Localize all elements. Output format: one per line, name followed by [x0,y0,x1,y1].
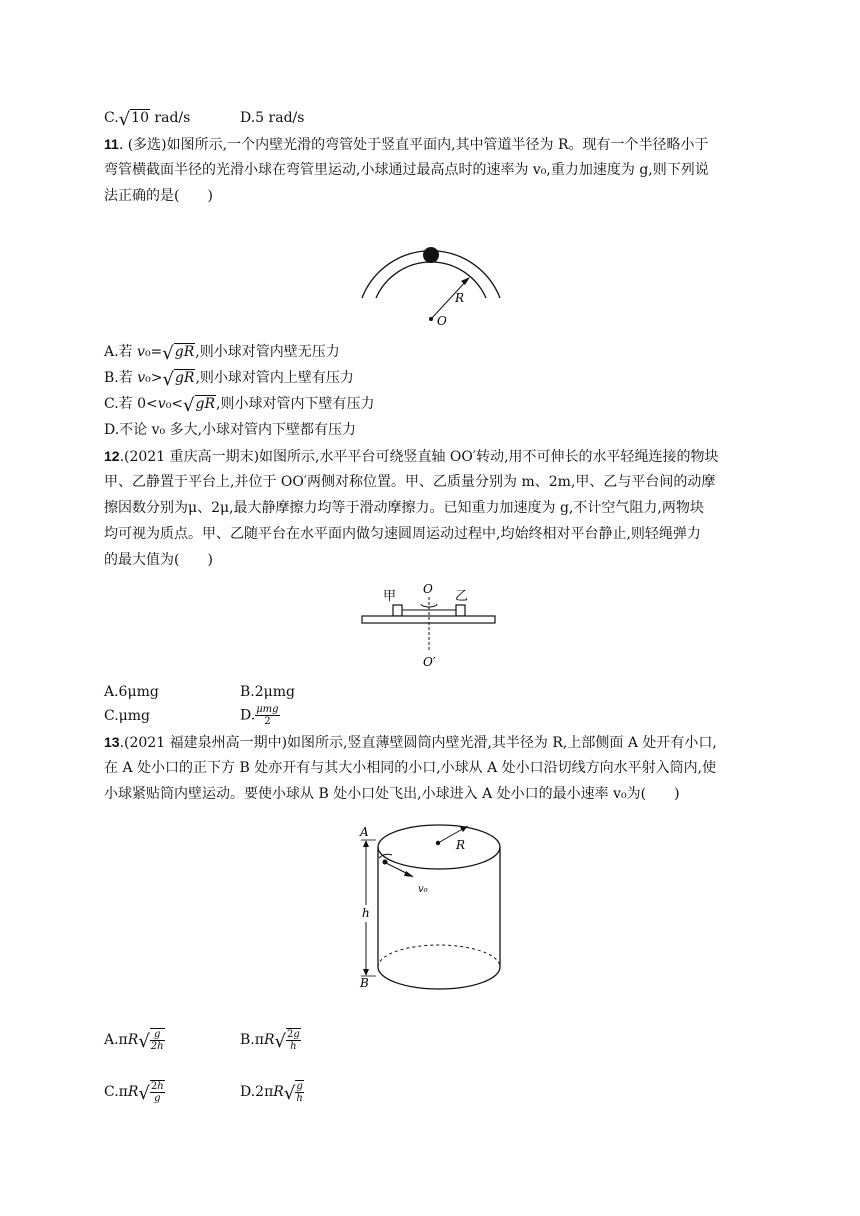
q10-option-d: D.5 rad/s [240,110,305,126]
q11-bent-tube-figure [355,238,515,338]
q13-label-a: A [360,825,369,839]
q13-velocity-arrowhead [404,871,414,877]
q12-label-o-bottom: O′ [423,655,436,669]
q11-tag: . (多选) [118,137,167,153]
q12-stem-line4: 均可视为质点。甲、乙随平台在水平面内做匀速圆周运动过程中,均始终相对平台静止,则轻绳弹力 [104,526,701,542]
q11-option-a: A.若 v₀=√gR,则小球对管内壁无压力 [104,343,340,364]
q12-stem-line1: 12.(2021 重庆高一期末)如图所示,水平平台可绕竖直轴 OO′转动,用不可伸长的水平轻绳连接的物块 [104,448,719,465]
q13-cylinder-top-rim [378,825,500,869]
q11-label-o: O [437,314,447,328]
q11-option-d: D.不论 v₀ 多大,小球对管内下壁都有压力 [104,422,357,438]
q13-radius-arrowhead [460,826,468,832]
q13-label-h: h [362,906,370,920]
q12-option-c: C.μmg [104,708,150,724]
q11-stem-line3: 法正确的是( ) [104,188,213,204]
q11-option-b: B.若 v₀>√gR,则小球对管内上壁有压力 [104,369,354,390]
q13-option-c: C.πR√ $\frac{2h}{g}$ [104,1081,164,1104]
q13-option-b: B.πR√ $\frac{2g}{h}$ [240,1029,300,1052]
q11-label-r: R [455,291,465,305]
q13-option-a: A.πR√ $\frac{g}{2h}$ [104,1029,164,1052]
q13-stem-line3: 小球紧贴筒内壁运动。要使小球从 B 处小口处飞出,小球进入 A 处小口的最小速率 v₀为( ) [104,786,680,802]
q12-tag: .(2021 重庆高一期末) [119,449,260,465]
q12-number: 12 [104,448,120,464]
q13-cylinder-bottom-back [378,945,500,967]
q13-label-b: B [360,976,369,990]
q12-label-yi: 乙 [455,589,469,604]
q11-radius-arrowhead [461,277,470,285]
q11-tube-inner-arc [376,262,486,298]
q12-rotating-platform-figure [355,580,505,670]
q12-stem-line5: 的最大值为( ) [104,552,213,568]
q12-stem-line3: 擦因数分别为μ、2μ,最大静摩擦力均等于滑动摩擦力。已知重力加速度为 g,不计空气阻力,两物块 [104,500,704,516]
q12-option-d: D. $\frac{\text{μmg}}{2}$ [240,704,279,727]
q11-stem-line2: 弯管横截面半径的光滑小球在弯管里运动,小球通过最高点时的速率为 v₀,重力加速度为 g,则下列说 [104,162,709,178]
q12-option-b: B.2μmg [240,684,295,700]
q13-stem-line1: 13.(2021 福建泉州高一期中)如图所示,竖直薄壁圆筒内壁光滑,其半径为 R,上部侧面 A 处开有小口, [104,734,717,751]
q11-stem-line1: 11. (多选)如图所示,一个内壁光滑的弯管处于竖直平面内,其中管道半径为 R。现有一个半径略小于 [104,136,709,153]
q12-option-a: A.6μmg [104,684,159,700]
q11-center-point [429,317,433,321]
q13-option-d: D.2πR√ $\frac{g}{h}$ [240,1081,303,1104]
q12-block-jia [393,605,402,616]
q13-height-arrow-up [363,840,369,847]
q12-label-o-top: O [423,582,433,596]
q13-number: 13 [104,734,120,750]
q13-height-arrow-down [363,969,369,976]
q11-number: 11 [104,136,119,152]
q12-stem-line2: 甲、乙静置于平台上,并位于 OO′两侧对称位置。甲、乙质量分别为 m、2m,甲、乙与平台间的动摩 [104,474,716,490]
q13-cylinder-figure [352,820,512,1000]
q11-option-c: C.若 0<v₀<√gR,则小球对管内下壁有压力 [104,395,375,416]
q13-stem-line2: 在 A 处小口的正下方 B 处亦开有与其大小相同的小口,小球从 A 处小口沿切线方向水平射入筒内,使 [104,760,717,776]
q11-ball [423,247,439,263]
q13-label-r: R [456,838,466,852]
q12-block-yi [456,605,465,616]
q13-label-v0: v₀ [418,884,428,895]
q10-option-c: C.√10 rad/s [104,109,191,130]
q13-cylinder-bottom-front [378,967,500,989]
q13-tag: .(2021 福建泉州高一期中) [119,735,288,751]
q12-label-jia: 甲 [383,589,397,604]
